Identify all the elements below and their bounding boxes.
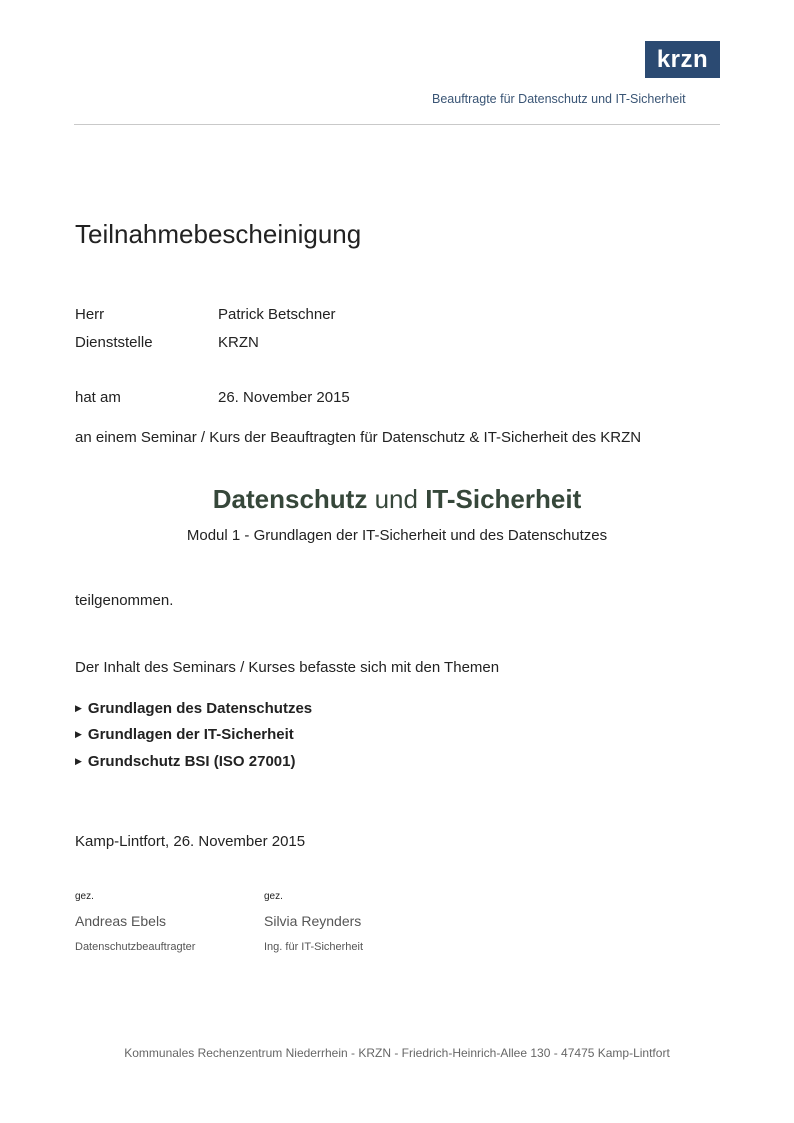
signer-role: Ing. für IT-Sicherheit: [264, 941, 364, 953]
signature-gez: gez.: [264, 891, 283, 902]
topic-label: Grundlagen des Datenschutzes: [87, 700, 313, 717]
signer-name: Silvia Reynders: [264, 913, 362, 929]
course-title-part1: Datenschutz: [212, 484, 368, 514]
course-title-part3: IT-Sicherheit: [425, 484, 582, 514]
course-subtitle: Modul 1 - Grundlagen der IT-Sicherheit und des Datenschutzes: [186, 527, 608, 544]
signature-gez: gez.: [75, 891, 94, 902]
header-divider: [74, 124, 720, 125]
seminar-date: 26. November 2015: [218, 389, 350, 406]
date-label: hat am: [75, 389, 121, 406]
triangle-right-icon: ▶: [75, 756, 82, 766]
list-item: [75, 726, 294, 743]
footer-address: Kommunales Rechenzentrum Niederrhein - KRZN - Friedrich-Heinrich-Allee 130 - 47475 Kamp-Lintfort: [124, 1046, 670, 1060]
signer-role: Datenschutzbeauftragter: [75, 941, 196, 953]
recipient-name: Patrick Betschner: [218, 306, 336, 323]
list-item: [75, 753, 295, 770]
topics-intro: Der Inhalt des Seminars / Kurses befasste sich mit den Themen: [75, 659, 500, 676]
signer-name: Andreas Ebels: [75, 913, 167, 929]
topic-label: Grundschutz BSI (ISO 27001): [87, 753, 296, 770]
triangle-right-icon: ▶: [75, 703, 82, 713]
list-item: [75, 700, 312, 717]
document-title: Teilnahmebescheinigung: [75, 219, 362, 249]
intro-text: an einem Seminar / Kurs der Beauftragten für Datenschutz & IT-Sicherheit des KRZN: [75, 429, 642, 446]
place-date: Kamp-Lintfort, 26. November 2015: [75, 833, 306, 850]
course-title: [0, 484, 794, 515]
department-label: Dienststelle: [75, 334, 153, 351]
course-title-part2: und: [374, 484, 418, 514]
topic-label: Grundlagen der IT-Sicherheit: [87, 726, 294, 743]
triangle-right-icon: ▶: [75, 729, 82, 739]
participated-text: teilgenommen.: [75, 592, 174, 609]
salutation-label: Herr: [75, 306, 105, 323]
krzn-logo: krzn: [645, 41, 720, 78]
department-value: KRZN: [218, 334, 259, 351]
header-subtitle: Beauftragte für Datenschutz und IT-Sicherheit: [432, 92, 686, 106]
